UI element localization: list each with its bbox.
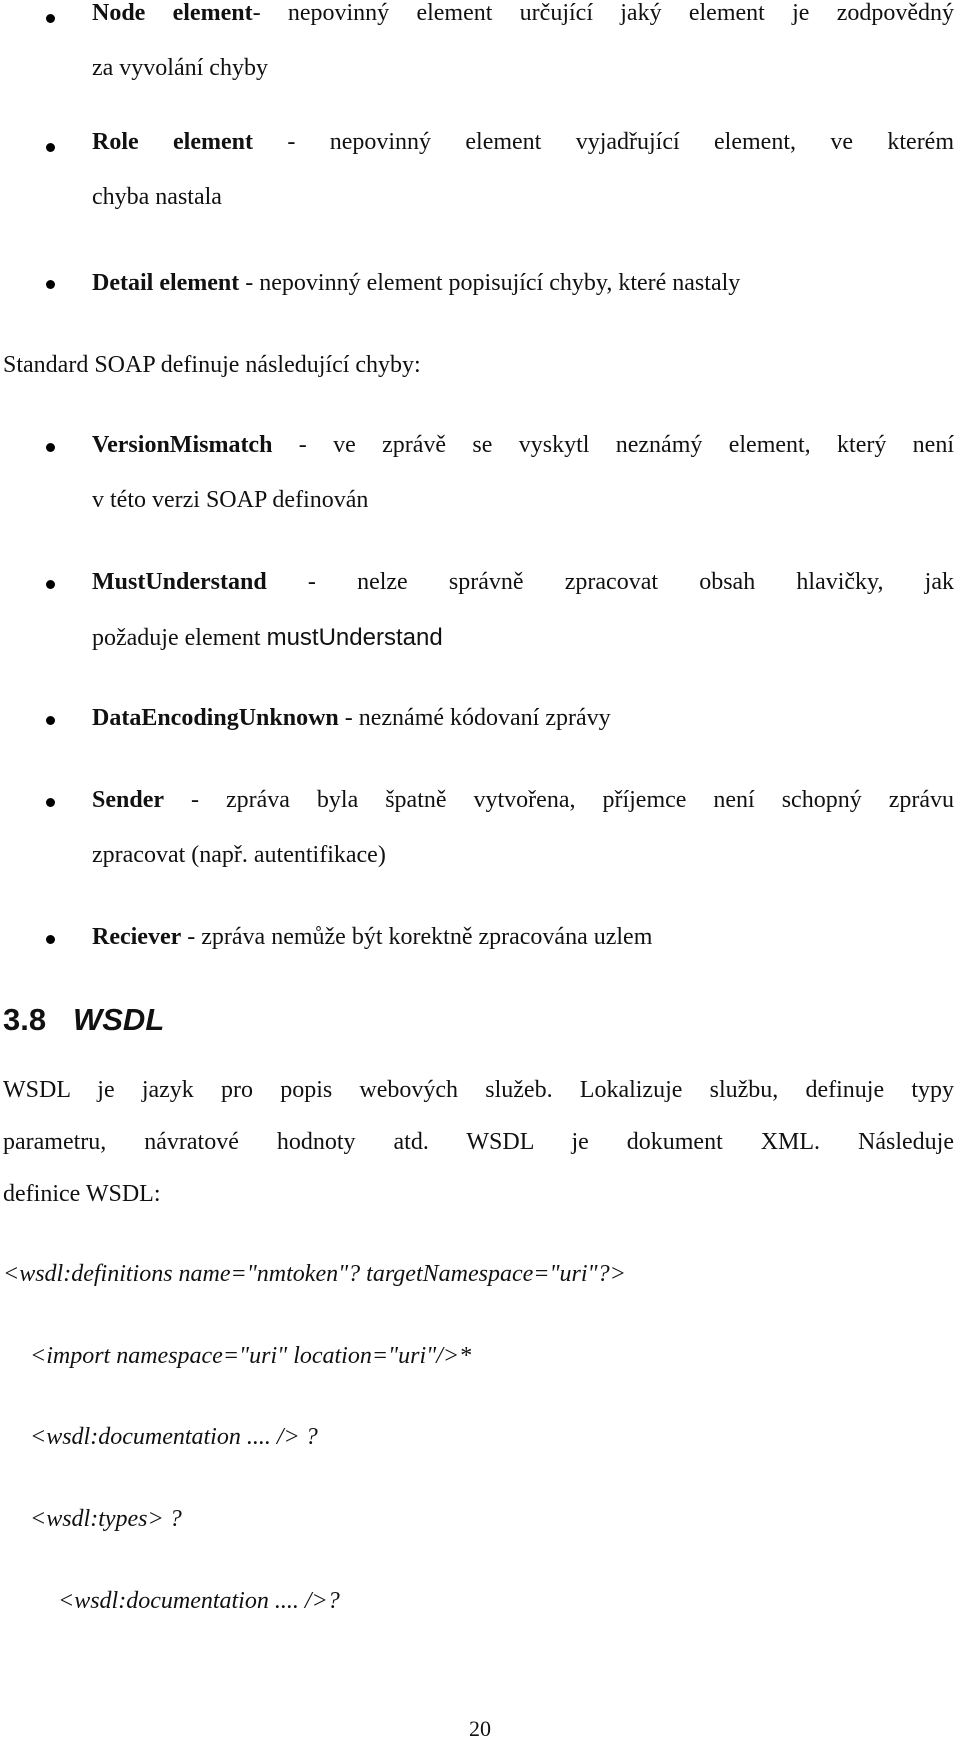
bullet-icon	[46, 143, 55, 152]
term: VersionMismatch	[92, 432, 273, 458]
description: - ve zprávě se vyskytl neznámý element, který není	[272, 432, 954, 458]
description: - nepovinný element popisující chyby, které nastaly	[239, 270, 741, 296]
term: Node element	[92, 0, 253, 26]
term: Detail element	[92, 270, 240, 296]
code-line: <wsdl:definitions name="nmtoken"? targetNamespace="uri"?>	[3, 1261, 626, 1287]
code-line: <import namespace="uri" location="uri"/>*	[30, 1343, 472, 1369]
code-line: <wsdl:documentation .... /> ?	[30, 1424, 318, 1450]
bullet-icon	[46, 716, 55, 725]
term: MustUnderstand	[92, 569, 267, 595]
description: - neznámé kódovaní zprávy	[338, 705, 611, 731]
description: - nepovinný element vyjadřující element, ve kterém	[252, 129, 955, 155]
list-item-text	[92, 418, 954, 528]
list-item-text	[92, 910, 954, 965]
paragraph-line: WSDL je jazyk pro popis webových služeb. Lokalizuje službu, definuje typy	[3, 1077, 954, 1103]
description-continued: požaduje element	[92, 625, 267, 651]
bullet-icon	[46, 798, 55, 807]
description-continued: chyba nastala	[92, 184, 222, 210]
bullet-icon	[46, 580, 55, 589]
list-item-text	[92, 115, 954, 225]
description-continued: za vyvolání chyby	[92, 55, 268, 81]
description: - zpráva byla špatně vytvořena, příjemce není schopný zprávu	[164, 787, 954, 813]
mustunderstand-attribute: mustUnderstand	[266, 624, 443, 651]
section-title: WSDL	[73, 1002, 165, 1037]
bullet-icon	[46, 443, 55, 452]
list-item-text	[92, 0, 954, 96]
code-line: <wsdl:documentation .... />?	[58, 1588, 340, 1614]
list-item-text	[92, 773, 954, 883]
description: - nelze správně zpracovat obsah hlavičky, jak	[266, 569, 954, 595]
paragraph-line: definice WSDL:	[3, 1181, 161, 1207]
term: DataEncodingUnknown	[92, 705, 339, 731]
description-continued: zpracovat (např. autentifikace)	[92, 842, 386, 868]
list-item-text	[92, 691, 954, 746]
description: - nepovinný element určující jaký element je zodpovědný	[252, 0, 954, 26]
bullet-icon	[46, 280, 55, 289]
description-continued: v této verzi SOAP definován	[92, 487, 369, 513]
section-number: 3.8	[3, 1002, 47, 1037]
faults-intro: Standard SOAP definuje následující chyby:	[3, 352, 421, 378]
term: Role element	[92, 129, 253, 155]
list-item-text	[92, 555, 954, 666]
wsdl-paragraph	[3, 1064, 954, 1220]
section-heading	[3, 1000, 164, 1040]
term: Reciever	[92, 924, 182, 950]
page-number: 20	[469, 1716, 491, 1741]
list-item-text	[92, 256, 954, 311]
term: Sender	[92, 787, 164, 813]
paragraph-line: parametru, návratové hodnoty atd. WSDL je dokument XML. Následuje	[3, 1129, 954, 1155]
code-line: <wsdl:types> ?	[30, 1506, 182, 1532]
description: - zpráva nemůže být korektně zpracována uzlem	[181, 924, 653, 950]
bullet-icon	[46, 935, 55, 944]
bullet-icon	[46, 14, 55, 23]
